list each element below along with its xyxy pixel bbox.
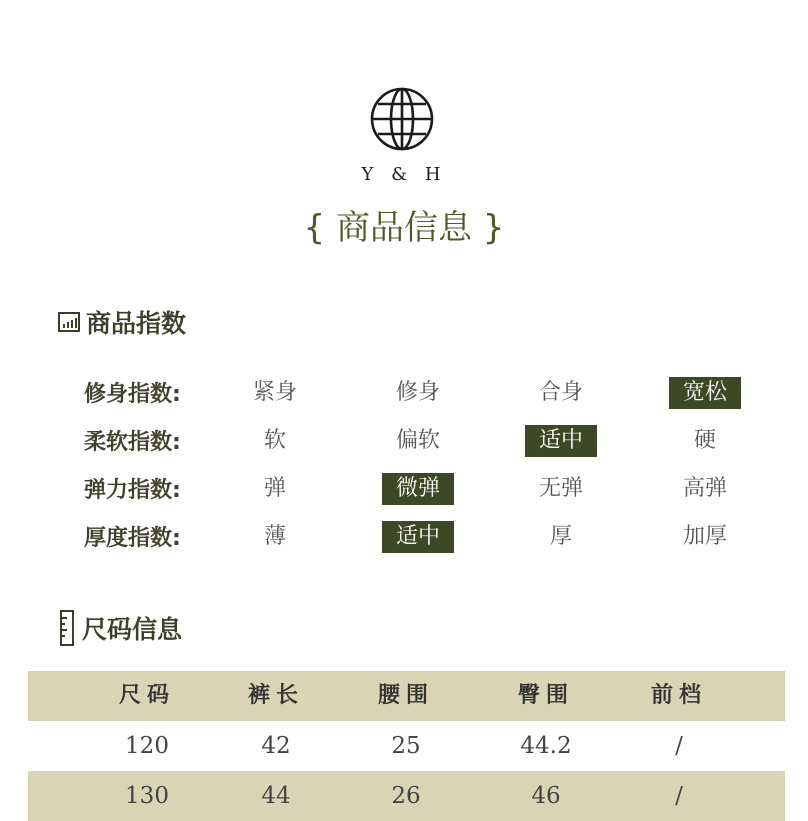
table-header-cell: 前档 xyxy=(650,683,707,708)
size-table xyxy=(28,671,785,821)
table-cell: 44.2 xyxy=(520,733,572,759)
index-option: 合身 xyxy=(538,380,583,405)
index-option-selected: 宽松 xyxy=(669,377,741,409)
index-section-heading xyxy=(58,304,186,340)
index-row-thickness xyxy=(0,517,808,557)
size-section-title: 尺码信息 xyxy=(82,615,183,644)
table-cell: 46 xyxy=(531,783,561,809)
globe-logo-icon xyxy=(369,86,435,152)
table-cell: 25 xyxy=(391,733,421,759)
index-row-fit xyxy=(0,373,808,413)
index-option: 弹 xyxy=(263,476,286,501)
table-cell: 42 xyxy=(261,733,291,759)
table-cell: / xyxy=(675,783,683,809)
table-row xyxy=(28,771,785,821)
index-row-softness xyxy=(0,421,808,461)
index-option-selected: 微弹 xyxy=(382,473,454,505)
index-option: 薄 xyxy=(263,524,286,549)
table-cell: 130 xyxy=(125,783,169,809)
index-row-elasticity xyxy=(0,469,808,509)
index-option: 高弹 xyxy=(682,476,727,501)
chart-icon xyxy=(58,312,80,332)
page-title: { 商品信息 } xyxy=(303,208,505,248)
table-header-cell: 臀围 xyxy=(517,683,574,708)
table-header-row xyxy=(28,671,785,721)
index-option: 硬 xyxy=(693,428,716,453)
table-cell: 26 xyxy=(391,783,421,809)
ruler-icon xyxy=(58,610,76,646)
index-option: 加厚 xyxy=(682,524,727,549)
table-header-cell: 尺码 xyxy=(118,683,175,708)
index-option: 软 xyxy=(263,428,286,453)
index-row-label: 厚度指数: xyxy=(84,526,181,551)
brand-name: Y & H xyxy=(361,164,447,185)
size-section-heading xyxy=(58,610,182,646)
table-cell: 120 xyxy=(125,733,169,759)
index-section-title: 商品指数 xyxy=(86,309,187,338)
index-row-label: 修身指数: xyxy=(84,382,181,407)
table-cell: 44 xyxy=(261,783,291,809)
index-option: 偏软 xyxy=(395,428,440,453)
table-header-cell: 裤长 xyxy=(247,683,304,708)
index-option: 厚 xyxy=(549,524,572,549)
table-cell: / xyxy=(675,733,683,759)
table-row xyxy=(28,721,785,771)
index-option-selected: 适中 xyxy=(382,521,454,553)
index-option-selected: 适中 xyxy=(525,425,597,457)
index-row-label: 柔软指数: xyxy=(84,430,181,455)
index-option: 紧身 xyxy=(252,380,297,405)
index-option: 修身 xyxy=(395,380,440,405)
table-header-cell: 腰围 xyxy=(377,683,434,708)
index-row-label: 弹力指数: xyxy=(84,478,181,503)
index-option: 无弹 xyxy=(538,476,583,501)
